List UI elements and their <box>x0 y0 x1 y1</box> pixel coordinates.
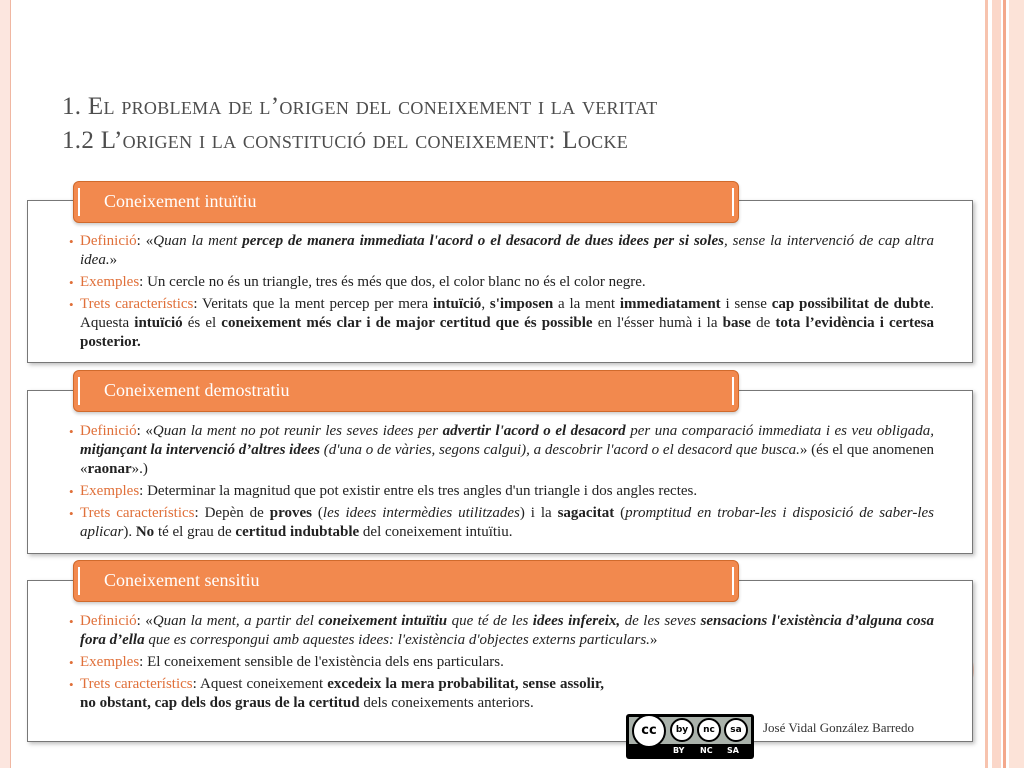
section-header-label: Coneixement intuïtiu <box>104 191 257 211</box>
sharealike-icon: sa <box>724 718 748 742</box>
right-stripe <box>985 0 988 768</box>
definition-item: • Definició: «Quan la ment, a partir del coneixement intuïtiu que té de les idees infereix, de les seves sensacions l'existència d’alguna cosa fora d’ella que es correspongui amb aquestes idees: l'existència d'objectes externs particulars.» <box>69 613 935 648</box>
license-label-nc: NC <box>700 746 713 755</box>
noncommercial-icon: nc <box>697 718 721 742</box>
examples-item: • Exemples: El coneixement sensible de l'existència dels ens particulars. <box>69 654 504 670</box>
section-list <box>69 232 935 355</box>
section-header-intuitiu <box>73 181 739 223</box>
traits-item: • Trets característics: Veritats que la ment percep per mera intuïció, s'imposen a la ment immediatament i sense cap possibilitat de dubte. Aquesta intuïció és el coneixement més clar i de major certitud que és possible en l'ésser humà i la base de tota l’evidència i certesa posterior. <box>69 296 935 350</box>
right-stripe <box>992 0 1001 768</box>
definition-label: Definició <box>80 613 137 629</box>
section-box-sensitiu <box>27 580 973 742</box>
slide-title <box>62 90 658 158</box>
examples-label: Exemples <box>80 654 140 670</box>
definition-item: • Definició: «Quan la ment percep de manera immediata l'acord o el desacord de dues idees per si soles, sense la intervenció de cap altra idea.» <box>69 233 934 268</box>
license-label-by: BY <box>673 746 685 755</box>
examples-item: • Exemples: Determinar la magnitud que pot existir entre els tres angles d'un triangle i dos angles rectes. <box>69 483 698 499</box>
right-stripe <box>1003 0 1006 768</box>
section-box-demostratiu <box>27 390 973 554</box>
left-border-decoration <box>0 0 11 768</box>
attribution-icon: by <box>670 718 694 742</box>
examples-label: Exemples <box>80 483 140 499</box>
definition-label: Definició <box>80 423 137 439</box>
title-line-2: 1.2 L’origen i la constitució del coneixement: Locke <box>62 127 629 154</box>
examples-item: • Exemples: Un cercle no és un triangle, tres és més que dos, el color blanc no és el color negre. <box>69 274 646 290</box>
section-list <box>69 422 934 545</box>
traits-label: Trets característics <box>80 676 193 692</box>
section-header-sensitiu <box>73 560 739 602</box>
title-line-1: 1. El problema de l’origen del coneixement i la veritat <box>62 93 658 120</box>
traits-item: • Trets característics: Aquest coneixement excedeix la mera probabilitat, sense assolir, no obstant, cap dels dos graus de la certitud dels coneixements anteriors. <box>69 676 605 711</box>
section-box-intuitiu <box>27 200 973 363</box>
section-list <box>69 612 935 716</box>
license-label-sa: SA <box>727 746 739 755</box>
traits-item: • Trets característics: Depèn de proves (les idees intermèdies utilitzades) i la sagacitat (promptitud en trobar-les i disposició de saber-les aplicar). No té el grau de certitud indubtable del coneixement intuïtiu. <box>69 505 934 540</box>
definition-item: • Definició: «Quan la ment no pot reunir les seves idees per advertir l'acord o el desacord per una comparació immediata i es veu obligada, mitjançant la intervenció d’altres idees (d'una o de vàries, segons calgui), a descobrir l'acord o el desacord que busca.» (és el que anomenen «raonar».) <box>69 423 934 477</box>
definition-label: Definició <box>80 233 137 249</box>
section-header-label: Coneixement demostratiu <box>104 380 290 400</box>
examples-label: Exemples <box>80 274 140 290</box>
cc-license-badge[interactable] <box>626 714 754 759</box>
section-header-demostratiu <box>73 370 739 412</box>
traits-label: Trets característics <box>80 505 195 521</box>
section-header-label: Coneixement sensitiu <box>104 570 260 590</box>
author-name: José Vidal González Barredo <box>763 720 914 735</box>
right-stripe <box>1009 0 1024 768</box>
traits-label: Trets característics <box>80 296 194 312</box>
cc-icon: cc <box>632 714 666 748</box>
